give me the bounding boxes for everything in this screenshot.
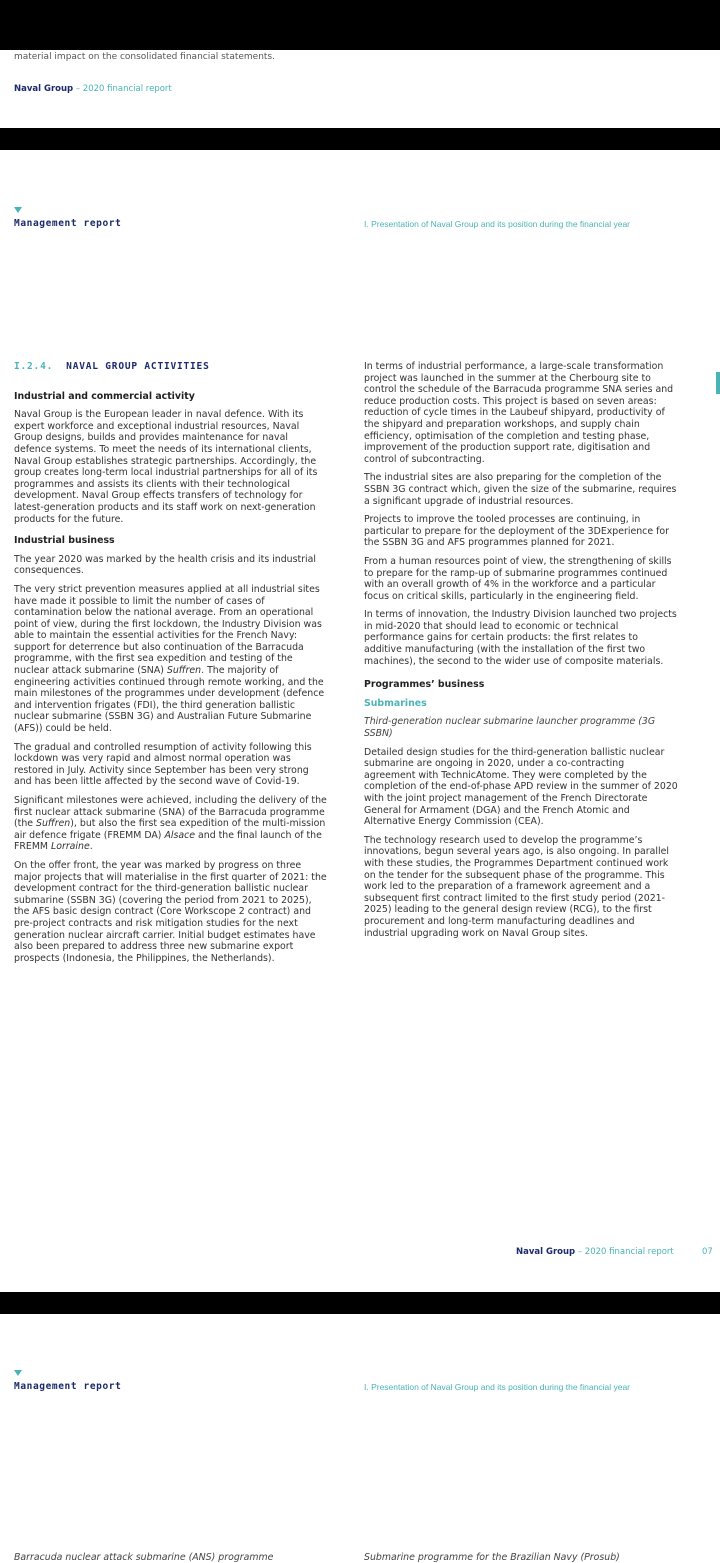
paragraph: Projects to improve the tooled processes are continuing, in particular to prepare for the deployment of the 3DExperience for the SSBN 3G and AFS programmes planned for 2021. [364, 514, 669, 549]
footer-brand: Naval Group [516, 1247, 576, 1257]
header-chapter: I. Presentation of Naval Group and its position during the financial year [364, 1382, 631, 1392]
section-name: NAVAL GROUP ACTIVITIES [66, 361, 210, 372]
footer-report: – 2020 financial report [575, 1247, 674, 1257]
next-page-left-heading: Barracuda nuclear attack submarine (ANS) programme [14, 1552, 274, 1563]
paragraph: The technology research used to develop the programme’s innovations, begun several years ago, is also ongoing. In parallel with these studies, the Programmes Department continued work on the tender for the subsequent phase of the programme. This work led to the preparation of a framework agreement and a subsequent first contract limited to the first study period (2021-2025) leading to the general design review (RCG), to the first procurement and long-term manufacturing deadlines and industrial upgrading work on Naval Group sites. [364, 834, 669, 939]
paragraph: Significant milestones were achieved, including the delivery of the first nuclear attack submarine (SNA) of the Barracuda programme (the Suffren), but also the first sea expedition of the multi-mission air defence frigate (FREMM DA) Alsace and the final launch of the FREMM Lorraine. [14, 795, 327, 853]
heading-programmes-business: Programmes’ business [364, 679, 485, 691]
separator-bar-2 [0, 1292, 720, 1314]
next-page-right-heading: Submarine programme for the Brazilian Navy (Prosub) [364, 1552, 620, 1563]
paragraph: On the offer front, the year was marked by progress on three major projects that will materialise in the first quarter of 2021: the development contract for the third-generation ballistic nuclear submarine (SSBN 3G) (covering the period from 2021 to 2025), the AFS basic design contract (Core Workscope 2 contract) and pre-project contracts and risk mitigation studies for the next generation nuclear aircraft carrier. Initial budget estimates have also been prepared to address three new submarine export prospects (Indonesia, the Philippines, the Netherlands). [14, 859, 327, 964]
previous-page-cut-text: material impact on the consolidated financial statements. [14, 52, 275, 62]
section-number: I.2.4. [14, 361, 54, 372]
paragraph: In terms of industrial performance, a large-scale transformation project was launched in the summer at the Cherbourg site to control the schedule of the Barracuda programme SNA series and reduce production costs. This project is based on seven areas: reduction of cycle times in the Laubeuf shipyard, productivity of the shipyard and preparation workshops, and supply chain efficiency, optimisation of the completion and testing phase, improvement of the production support rate, digitisation and control of subcontracting. [364, 361, 674, 465]
paragraph: Detailed design studies for the third-generation ballistic nuclear submarine are ongoing in 2020, under a co-contracting agreement with TechnicAtome. They were completed by the completion of the end-of-phase APD review in the summer of 2020 with the joint project management of the French Directorate General for Armament (DGA) and the French Atomic and Alternative Energy Commission (CEA). [364, 746, 678, 828]
footer-report: – 2020 financial report [73, 84, 172, 94]
heading-submarines: Submarines [364, 697, 427, 709]
heading-3g-ssbn: Third-generation nuclear submarine launcher programme (3G SSBN) [364, 716, 656, 740]
paragraph: The industrial sites are also preparing for the completion of the SSBN 3G contract which, given the size of the submarine, requires a significant upgrade of industrial resources. [364, 472, 677, 507]
header-title: Management report [14, 1381, 122, 1392]
page-number: 07 [702, 1247, 713, 1257]
section-title [14, 361, 328, 373]
paragraph: The gradual and controlled resumption of activity following this lockdown was very rapid and almost normal operation was restored in July. Activity since September has been very strong and has been little affected by the second wave of Covid-19. [14, 741, 312, 788]
header-chapter: I. Presentation of Naval Group and its position during the financial year [364, 219, 631, 229]
page-footer [516, 1247, 674, 1257]
paragraph: The year 2020 was marked by the health crisis and its industrial consequences. [14, 553, 316, 577]
paragraph: From a human resources point of view, the strengthening of skills to prepare for the ramp-up of submarine programmes continued with an overall growth of 4% in the workforce and a particular focus on critical skills, particularly in the engineering field. [364, 555, 672, 602]
header-title: Management report [14, 218, 122, 229]
footer-brand: Naval Group [14, 84, 74, 94]
paragraph: In terms of innovation, the Industry Division launched two projects in mid-2020 that should lead to economic or technical performance gains for certain products: the first relates to additive manufacturing (with the installation of the first two machines), the second to the wider use of composite materials. [364, 609, 677, 667]
previous-page-footer [14, 84, 172, 94]
top-black-bar [0, 0, 720, 50]
right-column [364, 361, 678, 946]
side-tab-marker [716, 372, 720, 394]
paragraph: Naval Group is the European leader in naval defence. With its expert workforce and exceptional industrial resources, Naval Group designs, builds and provides maintenance for naval defence systems. To meet the needs of its international clients, Naval Group establishes strategic partnerships. Accordingly, the group creates long-term local industrial partnerships for all of its programmes and assists its clients with their technological development. Naval Group effects transfers of technology for latest-generation products and its staff work on next-generation products for the future. [14, 409, 318, 525]
triangle-marker-icon [14, 207, 22, 213]
paragraph: The very strict prevention measures applied at all industrial sites have made it possible to limit the number of cases of contamination below the national average. From an operational point of view, during the first lockdown, the Industry Division was able to maintain the essential activities for the French Navy: support for deterrence but also continuation of the Barracuda programme, with the first sea expedition and testing of the nuclear attack submarine (SNA) Suffren. The majority of engineering activities continued through remote working, and the main milestones of the programmes under development (defence and intervention frigates (FDI), the third generation ballistic nuclear submarine (SSBN 3G) and Australian Future Submarine (AFS)) could be held. [14, 583, 325, 735]
heading-industrial-business: Industrial business [14, 535, 115, 547]
triangle-marker-icon [14, 1370, 22, 1376]
left-column [14, 361, 328, 971]
separator-bar-1 [0, 128, 720, 150]
heading-industrial-commercial: Industrial and commercial activity [14, 390, 195, 402]
